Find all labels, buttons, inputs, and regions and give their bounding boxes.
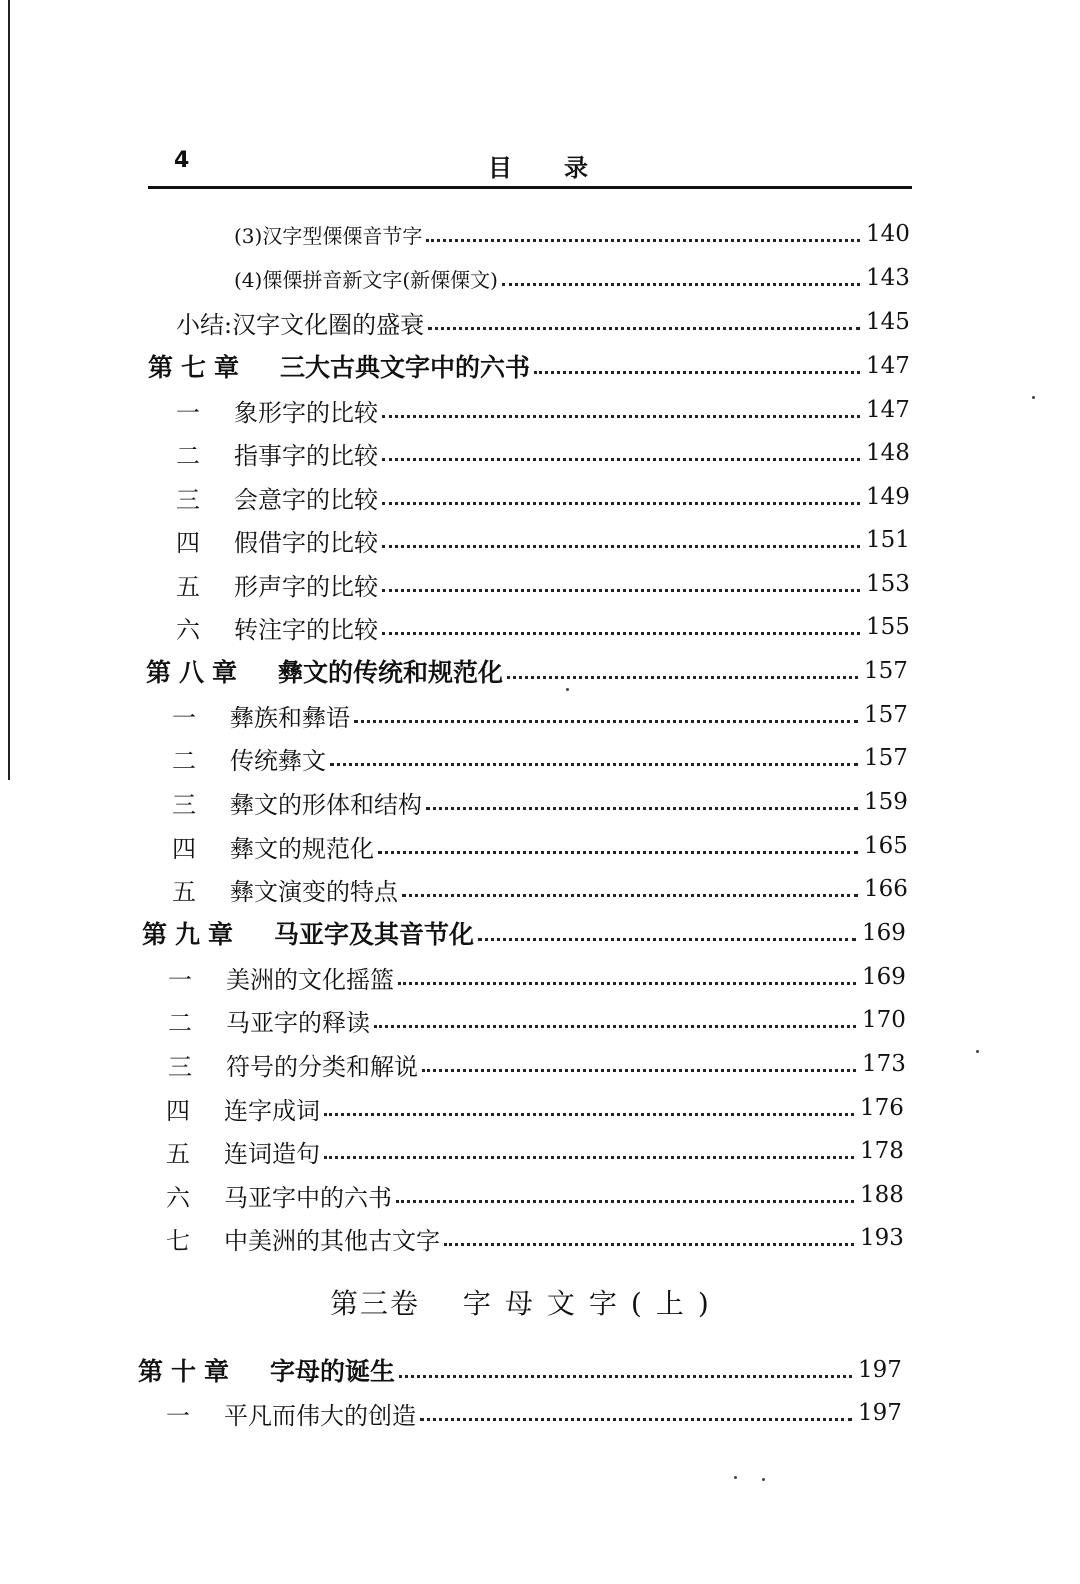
chapter-title: 彝文的传统和规范化	[278, 658, 504, 687]
dot-leader	[354, 720, 858, 723]
toc-section	[176, 477, 912, 517]
toc-entry-page: 165	[864, 833, 908, 859]
section-title: 连字成词	[224, 1096, 320, 1125]
dot-leader	[382, 632, 860, 635]
section-number: 一	[176, 398, 200, 427]
toc-entry-page: 159	[864, 789, 908, 815]
section-number: 四	[176, 528, 200, 557]
toc-entry-page: 169	[862, 964, 906, 990]
dot-leader	[534, 371, 860, 374]
toc-entry-title: (4)傈傈拼音新文字(新傈傈文)	[234, 267, 498, 292]
dot-leader	[398, 982, 856, 985]
toc-entry-page: 143	[866, 265, 910, 291]
section-number: 五	[172, 877, 196, 906]
dot-leader	[444, 1243, 854, 1246]
toc-entry-page: 197	[858, 1357, 902, 1383]
toc-section	[176, 433, 912, 473]
section-title: 转注字的比较	[234, 615, 378, 644]
toc-section	[168, 1000, 908, 1040]
scan-speck	[734, 1476, 737, 1479]
toc-entry-page: 170	[862, 1007, 906, 1033]
chapter-number: 第七章	[148, 353, 248, 382]
toc-entry-page: 151	[866, 527, 910, 553]
dot-leader	[382, 545, 860, 548]
section-title: 中美洲的其他古文字	[224, 1226, 440, 1255]
toc-entry-subsection	[234, 258, 912, 298]
toc-entry-page: 145	[866, 309, 910, 335]
toc-section	[172, 738, 910, 778]
section-number: 二	[172, 746, 196, 775]
section-number: 四	[166, 1096, 190, 1125]
section-title: 符号的分类和解说	[226, 1052, 418, 1081]
toc-entry-subsection	[234, 214, 912, 254]
section-title: 指事字的比较	[234, 441, 378, 470]
toc-section	[176, 564, 912, 604]
section-number: 五	[166, 1139, 190, 1168]
dot-leader	[382, 502, 860, 505]
toc-entry-page: 188	[860, 1182, 904, 1208]
scan-speck	[762, 1478, 765, 1481]
toc-section	[172, 782, 910, 822]
running-head: 目录	[488, 154, 640, 182]
toc-chapter-9	[142, 913, 908, 953]
toc-chapter-7	[148, 346, 912, 386]
section-number: 二	[176, 441, 200, 470]
scan-speck	[1032, 396, 1035, 399]
toc-entry-summary	[176, 302, 912, 342]
section-number: 一	[168, 965, 192, 994]
section-title: 假借字的比较	[234, 528, 378, 557]
section-number: 三	[176, 485, 200, 514]
toc-section	[168, 1044, 908, 1084]
section-number: 三	[168, 1052, 192, 1081]
dot-leader	[382, 415, 860, 418]
toc-section	[166, 1175, 906, 1215]
dot-leader	[378, 851, 858, 854]
toc-entry-title: 小结:汉字文化圈的盛衰	[176, 310, 425, 339]
binding-edge-line	[8, 0, 10, 780]
toc-section	[176, 390, 912, 430]
toc-section	[166, 1131, 906, 1171]
section-number: 六	[176, 615, 200, 644]
toc-entry-page: 157	[864, 702, 908, 728]
scan-speck	[976, 1050, 979, 1053]
toc-entry-page: 157	[864, 658, 908, 684]
dot-leader	[330, 763, 858, 766]
toc-chapter-8	[146, 651, 910, 691]
toc-section	[166, 1088, 906, 1128]
chapter-number: 第十章	[138, 1357, 238, 1386]
section-title: 彝族和彝语	[230, 703, 350, 732]
section-title: 彝文演变的特点	[230, 877, 398, 906]
toc-entry-page: 153	[866, 571, 910, 597]
dot-leader	[502, 283, 860, 286]
toc-section	[166, 1393, 904, 1433]
toc-section	[172, 826, 910, 866]
dot-leader	[399, 1375, 852, 1378]
page-number: 4	[174, 148, 190, 173]
dot-leader	[422, 1069, 856, 1072]
dot-leader	[382, 458, 860, 461]
section-title: 马亚字的释读	[226, 1008, 370, 1037]
toc-section	[168, 957, 908, 997]
chapter-number: 第九章	[142, 920, 242, 949]
section-title: 马亚字中的六书	[224, 1183, 392, 1212]
toc-section	[172, 695, 910, 735]
toc-entry-page: 193	[860, 1225, 904, 1251]
dot-leader	[382, 589, 860, 592]
section-title: 连词造句	[224, 1139, 320, 1168]
volume-name: 字母文字(上)	[462, 1287, 723, 1320]
dot-leader	[428, 327, 860, 330]
section-title: 会意字的比较	[234, 485, 378, 514]
dot-leader	[324, 1113, 854, 1116]
dot-leader	[478, 938, 856, 941]
dot-leader	[374, 1025, 856, 1028]
section-number: 六	[166, 1183, 190, 1212]
toc-section	[166, 1218, 906, 1258]
toc-entry-page: 169	[862, 920, 906, 946]
header-rule	[148, 186, 912, 189]
dot-leader	[324, 1156, 854, 1159]
section-number: 七	[166, 1226, 190, 1255]
scan-speck	[566, 688, 569, 691]
toc-entry-page: 178	[860, 1138, 904, 1164]
section-title: 美洲的文化摇篮	[226, 965, 394, 994]
section-number: 三	[172, 790, 196, 819]
section-title: 形声字的比较	[234, 572, 378, 601]
toc-entry-page: 173	[862, 1051, 906, 1077]
toc-section	[176, 520, 912, 560]
section-title: 传统彝文	[230, 746, 326, 775]
toc-entry-page: 197	[858, 1400, 902, 1426]
dot-leader	[402, 894, 858, 897]
chapter-title: 三大古典文字中的六书	[280, 353, 531, 382]
toc-entry-page: 149	[866, 484, 910, 510]
page-header	[148, 148, 912, 188]
volume-label: 第三卷	[330, 1287, 421, 1320]
toc-entry-page: 157	[864, 745, 908, 771]
toc-section	[172, 869, 910, 909]
toc-chapter-10	[138, 1350, 904, 1390]
section-number: 一	[172, 703, 196, 732]
toc-entry-page: 147	[866, 353, 910, 379]
section-title: 彝文的规范化	[230, 834, 374, 863]
toc-section	[176, 607, 912, 647]
chapter-title: 字母的诞生	[270, 1357, 396, 1386]
section-title: 平凡而伟大的创造	[224, 1401, 416, 1430]
volume-heading	[330, 1282, 750, 1326]
section-title: 象形字的比较	[234, 398, 378, 427]
toc-entry-page: 140	[866, 221, 910, 247]
section-number: 二	[168, 1008, 192, 1037]
chapter-title: 马亚字及其音节化	[274, 920, 475, 949]
section-number: 一	[166, 1401, 190, 1430]
section-number: 四	[172, 834, 196, 863]
dot-leader	[426, 807, 858, 810]
toc-entry-page: 166	[864, 876, 908, 902]
toc-entry-page: 147	[866, 397, 910, 423]
section-number: 五	[176, 572, 200, 601]
dot-leader	[426, 239, 860, 242]
dot-leader	[396, 1200, 854, 1203]
dot-leader	[420, 1418, 852, 1421]
toc-entry-title: (3)汉字型傈傈音节字	[234, 223, 423, 248]
dot-leader	[507, 676, 858, 679]
toc-entry-page: 148	[866, 440, 910, 466]
toc-entry-page: 176	[860, 1095, 904, 1121]
section-title: 彝文的形体和结构	[230, 790, 422, 819]
chapter-number: 第八章	[146, 658, 246, 687]
toc-entry-page: 155	[866, 614, 910, 640]
